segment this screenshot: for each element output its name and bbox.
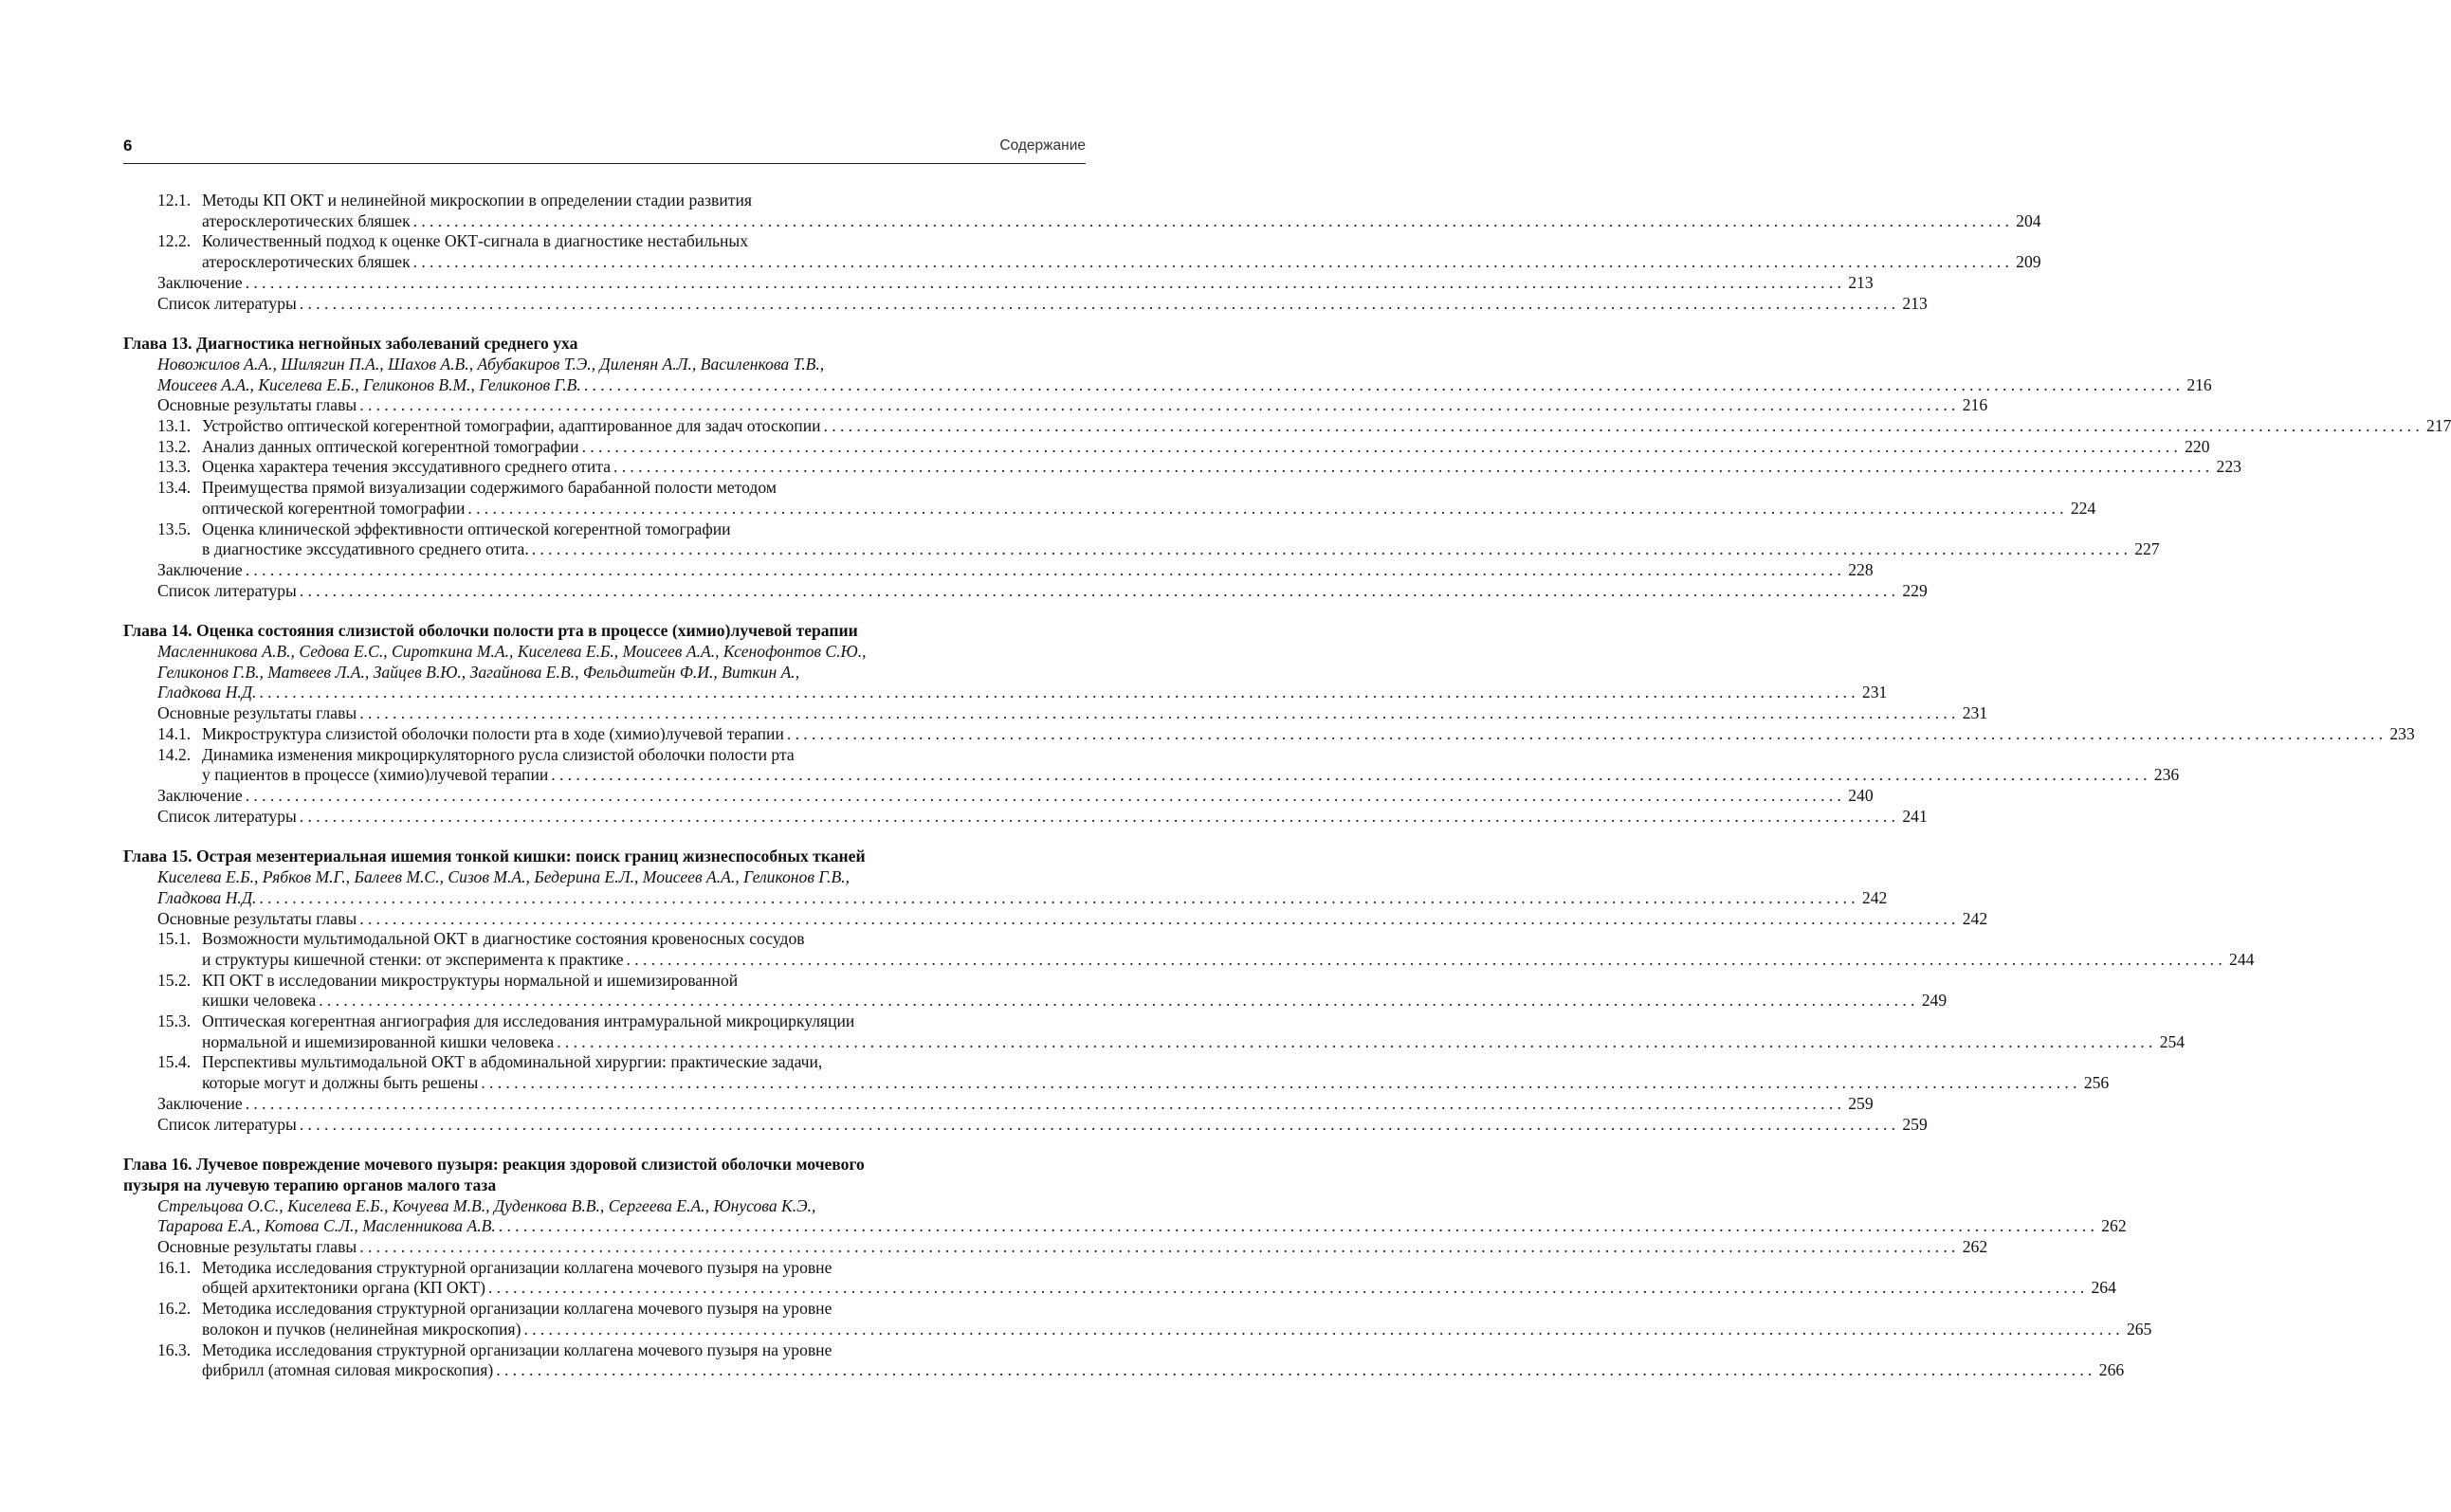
entry-leader-line — [157, 908, 1988, 930]
entry-body — [202, 1031, 2186, 1053]
page-ref: 224 — [2070, 498, 2096, 518]
chapter-authors — [123, 887, 1888, 909]
toc-entry — [123, 703, 1988, 724]
entry-body: Методика исследования структурной организации коллагена мочевого пузыря на уровне — [202, 1299, 832, 1319]
entry-body — [202, 1360, 2125, 1381]
section-number: 12.2. — [157, 231, 192, 251]
entry-text: Устройство оптической когерентной томографии, адаптированное для задач отоскопии — [202, 416, 821, 436]
toc-chapter — [123, 847, 2255, 1135]
entry-body — [202, 1319, 2152, 1340]
entry-body — [202, 436, 2210, 458]
authors-line — [157, 1216, 2127, 1237]
entry-body — [202, 210, 2041, 232]
dot-leader: .................................................................................................................................................................................................. — [823, 416, 2424, 436]
dot-leader: .................................................................................................................................................................................................. — [319, 991, 1919, 1011]
page-ref: 209 — [2016, 252, 2041, 272]
page-ref: 242 — [1962, 908, 1988, 928]
dot-leader: .................................................................................................................................................................................................. — [626, 949, 2227, 969]
dot-leader: .................................................................................................................................................................................................. — [412, 252, 2014, 272]
chapter-authors — [123, 1216, 2127, 1237]
toc-entry — [123, 539, 2160, 560]
entry-leader-line — [202, 1031, 2186, 1053]
entry-text: Список литературы — [157, 580, 297, 600]
entry-body — [157, 1114, 1928, 1136]
toc-entry — [123, 1031, 2186, 1053]
toc-entry — [123, 416, 2451, 437]
toc-entry — [123, 1093, 1874, 1115]
chapter-title: Глава 13. Диагностика негнойных заболеваний среднего уха — [123, 334, 578, 354]
toc-chapter — [123, 621, 2415, 827]
authors-text: Гладкова Н.Д. — [157, 887, 257, 907]
toc-entry — [123, 498, 2096, 519]
chapter-authors — [123, 355, 1086, 375]
entry-leader-line — [202, 991, 1948, 1011]
running-head: Содержание — [999, 137, 1086, 154]
entry-leader-line — [202, 1073, 2110, 1094]
section-number: 16.3. — [157, 1339, 192, 1359]
entry-text: Анализ данных оптической когерентной томографии — [202, 436, 579, 456]
entry-leader-line — [202, 1278, 2116, 1299]
entry-text: общей архитектоники органа (КП ОКТ) — [202, 1278, 485, 1298]
toc-entry — [123, 210, 2041, 232]
entry-leader-line — [202, 949, 2255, 971]
entry-body — [202, 1073, 2110, 1094]
toc-entry — [123, 1237, 1988, 1258]
entry-leader-line — [202, 539, 2160, 560]
entry-body — [202, 1278, 2116, 1299]
section-number: 15.1. — [157, 929, 192, 949]
chapter-authors — [123, 642, 1086, 663]
entry-leader-line — [202, 1360, 2125, 1381]
entry-leader-line — [202, 457, 2241, 478]
page-ref: 231 — [1861, 683, 1888, 702]
toc-entry — [123, 1340, 1086, 1361]
page-ref: 244 — [2229, 949, 2255, 969]
entry-leader-line — [202, 765, 2180, 786]
dot-leader: .................................................................................................................................................................................................. — [259, 887, 1859, 907]
dot-leader: .................................................................................................................................................................................................. — [299, 1114, 1900, 1134]
authors-line — [157, 887, 1888, 909]
entry-text: в диагностике экссудативного среднего отита. — [202, 539, 529, 559]
authors-line — [157, 683, 1888, 703]
toc-entry — [123, 436, 2210, 458]
entry-text: волокон и пучков (нелинейная микроскопия) — [202, 1319, 521, 1339]
page-ref: 241 — [1902, 806, 1928, 826]
page-header — [123, 135, 1086, 164]
entry-leader-line — [157, 395, 1988, 416]
authors-line: Новожилов А.А., Шилягин П.А., Шахов А.В., Абубакиров Т.Э., Диленян А.Л., Василенкова Т.В., — [157, 354, 825, 373]
entry-text: Оценка характера течения экссудативного среднего отита — [202, 457, 612, 477]
entry-body — [157, 272, 1874, 294]
entry-body — [157, 785, 1874, 807]
toc-entry — [123, 949, 2255, 971]
chapter-authors — [123, 663, 1086, 683]
authors-leader-line — [157, 887, 1888, 909]
entry-body — [157, 559, 1874, 581]
page-ref: 249 — [1921, 991, 1948, 1011]
dot-leader: .................................................................................................................................................................................................. — [487, 1278, 2089, 1298]
authors-text: Гладкова Н.Д. — [157, 683, 257, 702]
page-ref: 240 — [1848, 785, 1874, 805]
section-number: 13.5. — [157, 519, 192, 538]
dot-leader: .................................................................................................................................................................................................. — [583, 374, 2185, 394]
dot-leader: .................................................................................................................................................................................................. — [557, 1031, 2157, 1051]
authors-text: Тарарова Е.А., Котова С.Л., Масленникова А.В. — [157, 1216, 496, 1236]
section-number: 16.1. — [157, 1257, 192, 1277]
page-ref: 259 — [1848, 1093, 1874, 1113]
page-ref: 204 — [2016, 210, 2041, 230]
chapter-authors — [123, 867, 1086, 888]
dot-leader: .................................................................................................................................................................................................. — [786, 723, 2387, 743]
entry-text: и структуры кишечной стенки: от эксперимента к практике — [202, 949, 624, 969]
section-number: 13.3. — [157, 457, 192, 477]
entry-text: Список литературы — [157, 1114, 297, 1134]
dot-leader: .................................................................................................................................................................................................. — [551, 765, 2151, 785]
entry-body — [157, 908, 1988, 930]
entry-body — [157, 293, 1928, 315]
page-ref: 213 — [1848, 272, 1874, 292]
section-number: 16.2. — [157, 1299, 192, 1319]
toc-entry — [123, 991, 1948, 1011]
chapter-title: Глава 14. Оценка состояния слизистой оболочки полости рта в процессе (химио)лучевой терапии — [123, 621, 858, 641]
page-ref: 216 — [2186, 374, 2212, 394]
entry-body — [202, 539, 2160, 560]
entry-text: Основные результаты главы — [157, 908, 357, 928]
entry-leader-line — [157, 703, 1988, 724]
page-ref: 227 — [2134, 539, 2160, 559]
entry-body — [202, 416, 2451, 437]
entry-text: которые могут и должны быть решены — [202, 1073, 479, 1093]
section-number: 15.4. — [157, 1052, 192, 1072]
entry-body: КП ОКТ в исследовании микроструктуры нормальной и ишемизированной — [202, 970, 739, 990]
entry-text: Заключение — [157, 1093, 243, 1113]
entry-leader-line — [202, 498, 2096, 519]
toc-entry — [123, 559, 1874, 581]
entry-leader-line — [157, 1114, 1928, 1136]
dot-leader: .................................................................................................................................................................................................. — [467, 498, 2068, 518]
page-ref: 262 — [2101, 1216, 2127, 1236]
toc-entry — [123, 191, 1086, 211]
authors-line: Стрельцова О.С., Киселева Е.Б., Кочуева М.В., Дуденкова В.В., Сергеева Е.А., Юнусова К.Э., — [157, 1195, 816, 1215]
entry-body — [202, 723, 2415, 745]
entry-leader-line — [202, 416, 2451, 437]
dot-leader: .................................................................................................................................................................................................. — [412, 210, 2014, 230]
page-ref: 213 — [1902, 293, 1928, 313]
entry-leader-line — [157, 785, 1874, 807]
entry-text: Заключение — [157, 272, 243, 292]
toc-entry — [123, 231, 1086, 252]
authors-line — [157, 374, 2212, 396]
dot-leader: .................................................................................................................................................................................................. — [523, 1319, 2124, 1339]
dot-leader: .................................................................................................................................................................................................. — [245, 785, 1846, 805]
toc-entry — [123, 1052, 1086, 1073]
entry-leader-line — [202, 252, 2041, 273]
entry-leader-line — [157, 272, 1874, 294]
toc-entry — [123, 580, 1928, 602]
entry-text: оптической когерентной томографии — [202, 498, 466, 518]
authors-line: Масленникова А.В., Седова Е.С., Сироткина М.А., Киселева Е.Б., Моисеев А.А., Ксенофонтов С.Ю., — [157, 642, 867, 662]
toc-entry — [123, 1011, 1086, 1032]
page-ref: 216 — [1962, 395, 1988, 415]
chapter-title: пузыря на лучевую терапию органов малого таза — [123, 1175, 497, 1194]
chapter-authors — [123, 374, 2212, 396]
entry-text: атеросклеротических бляшек — [202, 252, 411, 272]
dot-leader: .................................................................................................................................................................................................. — [245, 272, 1846, 292]
toc-entry — [123, 1299, 1086, 1320]
toc-entry — [123, 723, 2415, 745]
page-ref: 266 — [2098, 1360, 2125, 1380]
entry-leader-line — [157, 580, 1928, 602]
chapter-authors — [123, 1196, 1086, 1217]
entry-body: Динамика изменения микроциркуляторного русла слизистой оболочки полости рта — [202, 744, 795, 764]
dot-leader: .................................................................................................................................................................................................. — [245, 1093, 1846, 1113]
page-ref: 217 — [2426, 416, 2451, 436]
entry-body — [157, 806, 1928, 828]
entry-leader-line — [202, 1319, 2152, 1340]
entry-text: Заключение — [157, 785, 243, 805]
toc-chapter — [123, 1155, 2152, 1381]
entry-leader-line — [157, 293, 1928, 315]
entry-body: Преимущества прямой визуализации содержимого барабанной полости методом — [202, 478, 777, 498]
entry-text: нормальной и ишемизированной кишки человека — [202, 1031, 555, 1051]
entry-body — [202, 252, 2041, 273]
chapter-authors — [123, 683, 1888, 703]
entry-text: атеросклеротических бляшек — [202, 210, 411, 230]
toc-chapter — [123, 191, 2041, 314]
entry-body: Оптическая когерентная ангиография для исследования интрамуральной микроциркуляции — [202, 1011, 855, 1031]
toc-chapter — [123, 334, 2451, 601]
dot-leader: .................................................................................................................................................................................................. — [299, 806, 1900, 826]
toc-entry — [123, 519, 1086, 540]
authors-leader-line — [157, 683, 1888, 703]
entry-body — [202, 765, 2180, 786]
toc-entry — [123, 478, 1086, 499]
section-number: 15.3. — [157, 1011, 192, 1031]
chapter-title: Глава 15. Острая мезентериальная ишемия тонкой кишки: поиск границ жизнеспособных тканей — [123, 847, 866, 866]
dot-leader: .................................................................................................................................................................................................. — [359, 395, 1960, 415]
toc-entry — [123, 1319, 2152, 1340]
entry-body — [202, 991, 1948, 1011]
authors-line: Геликонов Г.В., Матвеев Л.А., Зайцев В.Ю., Загайнова Е.В., Фельдштейн Ф.И., Виткин А., — [157, 662, 800, 682]
entry-text: Список литературы — [157, 293, 297, 313]
toc-entry — [123, 1114, 1928, 1136]
toc-entry — [123, 293, 1928, 315]
entry-body — [157, 703, 1988, 724]
toc-entry — [123, 1278, 2116, 1299]
toc-entry — [123, 1073, 2110, 1094]
entry-body — [157, 1237, 1988, 1258]
page-ref: 256 — [2083, 1073, 2110, 1093]
entry-body — [202, 457, 2241, 478]
dot-leader: .................................................................................................................................................................................................. — [245, 559, 1846, 579]
section-number: 14.2. — [157, 744, 192, 764]
page-ref: 223 — [2216, 457, 2241, 477]
section-number: 15.2. — [157, 970, 192, 990]
section-number: 13.2. — [157, 436, 192, 456]
entry-text: Микроструктура слизистой оболочки полости рта в ходе (химио)лучевой терапии — [202, 723, 784, 743]
authors-line: Киселева Е.Б., Рябков М.Г., Балеев М.С., Сизов М.А., Бедерина Е.Л., Моисеев А.А., Геликонов Г.В., — [157, 867, 850, 887]
dot-leader: .................................................................................................................................................................................................. — [259, 683, 1859, 702]
entry-body — [157, 1093, 1874, 1115]
toc-entry — [123, 785, 1874, 807]
dot-leader: .................................................................................................................................................................................................. — [299, 293, 1900, 313]
section-number: 14.1. — [157, 723, 192, 743]
dot-leader: .................................................................................................................................................................................................. — [299, 580, 1900, 600]
entry-text: фибрилл (атомная силовая микроскопия) — [202, 1360, 494, 1380]
toc-entry — [123, 395, 1988, 416]
table-of-contents — [123, 191, 2451, 1381]
dot-leader: .................................................................................................................................................................................................. — [498, 1216, 2099, 1236]
dot-leader: .................................................................................................................................................................................................. — [481, 1073, 2081, 1093]
authors-leader-line — [157, 1216, 2127, 1237]
entry-text: Основные результаты главы — [157, 703, 357, 723]
page-ref: 264 — [2091, 1278, 2116, 1298]
section-number: 12.1. — [157, 191, 192, 209]
toc-entry — [123, 765, 2180, 786]
dot-leader: .................................................................................................................................................................................................. — [496, 1360, 2096, 1380]
entry-leader-line — [157, 806, 1928, 828]
entry-body: Оценка клинической эффективности оптической когерентной томографии — [202, 519, 731, 538]
authors-text: Моисеев А.А., Киселева Е.Б., Геликонов В.М., Геликонов Г.В. — [157, 374, 581, 394]
entry-body — [202, 949, 2255, 971]
entry-text: у пациентов в процессе (химио)лучевой терапии — [202, 765, 549, 785]
page-ref: 231 — [1962, 703, 1988, 723]
entry-leader-line — [157, 559, 1874, 581]
page-ref: 265 — [2126, 1319, 2152, 1339]
page-ref: 242 — [1861, 887, 1888, 907]
dot-leader: .................................................................................................................................................................................................. — [359, 1237, 1960, 1257]
entry-leader-line — [202, 210, 2041, 232]
entry-body — [157, 395, 1988, 416]
toc-entry — [123, 745, 1086, 766]
toc-entry — [123, 272, 1874, 294]
entry-body: Методы КП ОКТ и нелинейной микроскопии в определении стадии развития — [202, 191, 752, 209]
page-ref: 236 — [2153, 765, 2180, 785]
entry-body: Перспективы мультимодальной ОКТ в абдоминальной хирургии: практические задачи, — [202, 1052, 823, 1072]
dot-leader: .................................................................................................................................................................................................. — [581, 436, 2183, 456]
page-ref: 220 — [2185, 436, 2210, 456]
entry-leader-line — [157, 1093, 1874, 1115]
entry-body — [202, 498, 2096, 519]
toc-entry — [123, 929, 1086, 950]
entry-body: Возможности мультимодальной ОКТ в диагностике состояния кровеносных сосудов — [202, 929, 805, 949]
toc-entry — [123, 1360, 2125, 1381]
toc-entry — [123, 457, 2241, 478]
section-number: 13.1. — [157, 416, 192, 436]
entry-body: Методика исследования структурной организации коллагена мочевого пузыря на уровне — [202, 1257, 832, 1277]
entry-text: кишки человека — [202, 991, 317, 1011]
page-ref: 229 — [1902, 580, 1928, 600]
dot-leader: .................................................................................................................................................................................................. — [613, 457, 2214, 477]
section-number: 13.4. — [157, 478, 192, 498]
dot-leader: .................................................................................................................................................................................................. — [359, 703, 1960, 723]
entry-text: Основные результаты главы — [157, 395, 357, 415]
entry-text: Заключение — [157, 559, 243, 579]
page-number: 6 — [123, 137, 133, 155]
page-ref: 233 — [2389, 723, 2415, 743]
toc-entry — [123, 1258, 1086, 1279]
toc-entry — [123, 806, 1928, 828]
chapter-title: Глава 16. Лучевое повреждение мочевого пузыря: реакция здоровой слизистой оболочки мочевого — [123, 1155, 865, 1175]
entry-body: Количественный подход к оценке ОКТ-сигнала в диагностике нестабильных — [202, 231, 749, 251]
entry-body — [157, 580, 1928, 602]
entry-leader-line — [202, 436, 2210, 458]
entry-body: Методика исследования структурной организации коллагена мочевого пузыря на уровне — [202, 1339, 832, 1359]
entry-text: Список литературы — [157, 806, 297, 826]
authors-leader-line — [157, 374, 2212, 396]
page-ref: 228 — [1848, 559, 1874, 579]
page-ref: 262 — [1962, 1237, 1988, 1257]
toc-entry — [123, 252, 2041, 273]
toc-entry — [123, 971, 1086, 992]
page-ref: 254 — [2159, 1031, 2186, 1051]
toc-entry — [123, 908, 1988, 930]
dot-leader: .................................................................................................................................................................................................. — [359, 908, 1960, 928]
entry-leader-line — [157, 1237, 1988, 1258]
page-ref: 259 — [1902, 1114, 1928, 1134]
entry-text: Основные результаты главы — [157, 1237, 357, 1257]
dot-leader: .................................................................................................................................................................................................. — [531, 539, 2132, 559]
entry-leader-line — [202, 723, 2415, 745]
